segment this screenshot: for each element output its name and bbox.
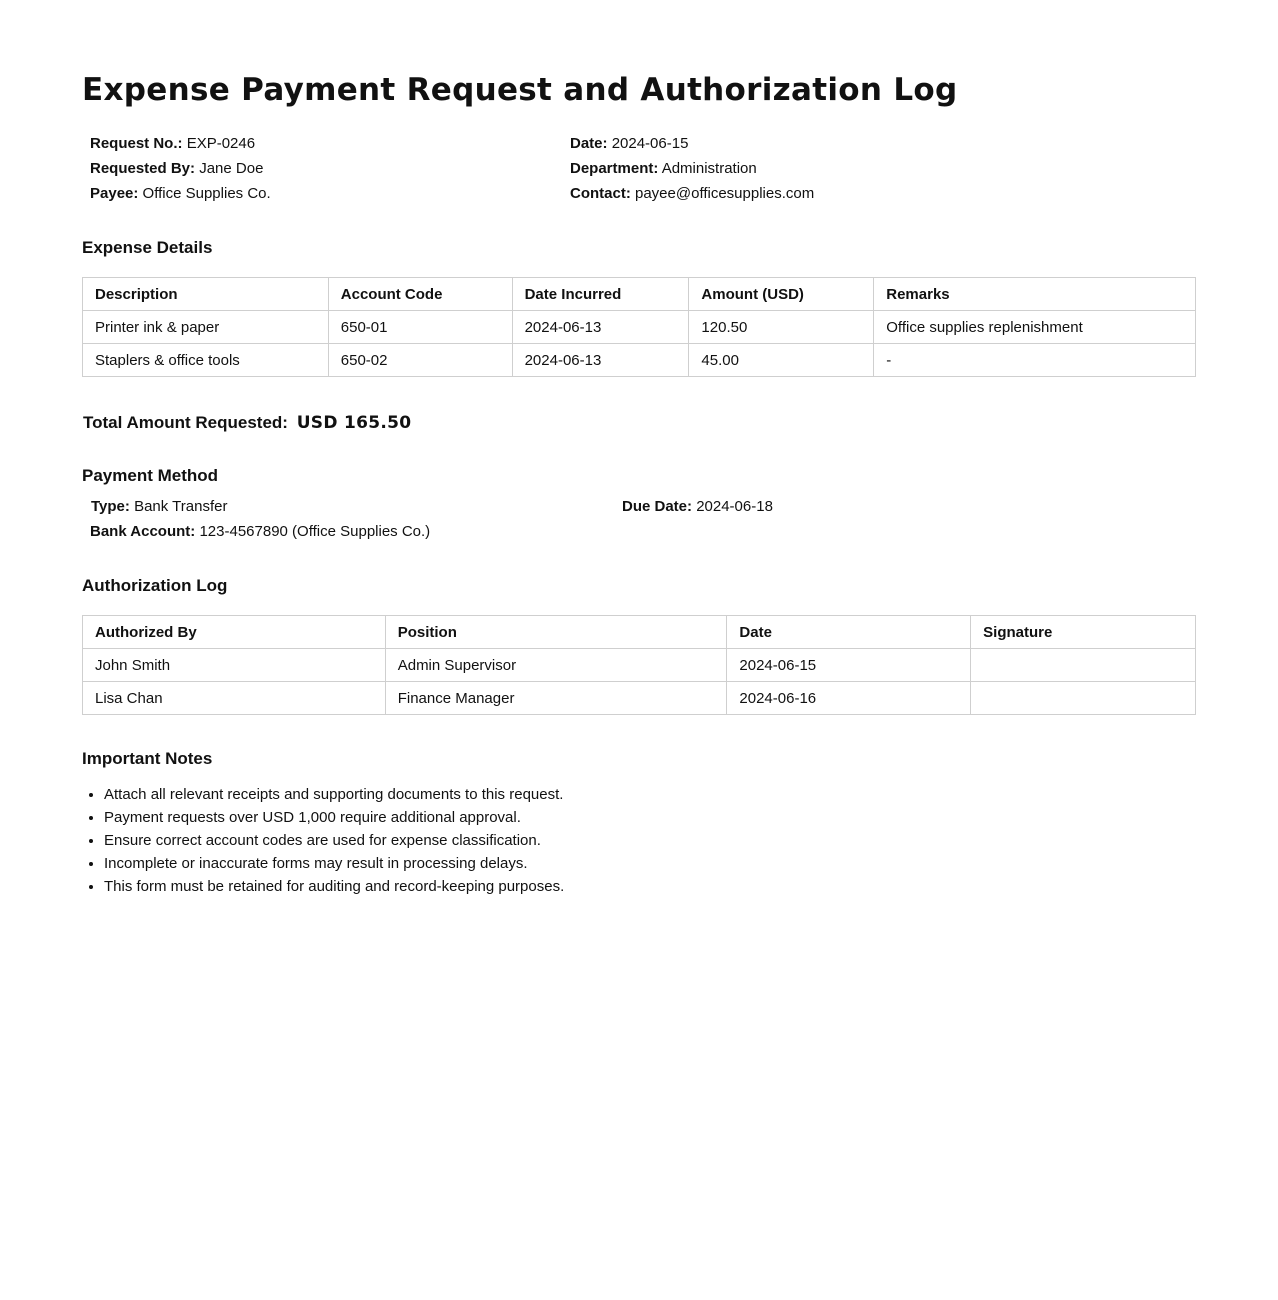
- notes-list: [82, 783, 564, 898]
- expense-table: [82, 277, 1196, 377]
- table-row: [83, 344, 1196, 377]
- due-date-field: [622, 498, 773, 515]
- payment-method-heading: Payment Method: [82, 466, 219, 485]
- auth-col-date: Date: [727, 616, 971, 649]
- auth-signature-cell: [971, 682, 1196, 715]
- table-row: [83, 682, 1196, 715]
- authorization-header-row: [83, 616, 1196, 649]
- auth-name-cell: John Smith: [83, 649, 386, 682]
- bank-account-field: [90, 523, 430, 540]
- table-row: [83, 311, 1196, 344]
- expense-date-cell: 2024-06-13: [512, 344, 689, 377]
- contact-field: [570, 185, 814, 202]
- list-item: • Incomplete or inaccurate forms may result in processing delays.: [104, 852, 564, 875]
- expense-col-date-incurred: Date Incurred: [512, 278, 689, 311]
- date-field: [570, 135, 688, 152]
- auth-date-cell: 2024-06-15: [727, 649, 971, 682]
- expense-col-amount: Amount (USD): [689, 278, 874, 311]
- auth-position-cell: Admin Supervisor: [385, 649, 727, 682]
- important-notes-heading: Important Notes: [82, 749, 213, 768]
- list-item: • This form must be retained for auditing and record-keeping purposes.: [104, 875, 564, 898]
- expense-account-code-cell: 650-01: [328, 311, 512, 344]
- expense-description-cell: Printer ink & paper: [83, 311, 329, 344]
- department-label: Department:: [570, 160, 659, 177]
- requested-by-field: [90, 160, 263, 177]
- bank-account-label: Bank Account:: [90, 523, 196, 540]
- requested-by-value: Jane Doe: [199, 160, 264, 177]
- expense-date-cell: 2024-06-13: [512, 311, 689, 344]
- expense-account-code-cell: 650-02: [328, 344, 512, 377]
- payment-type-value: Bank Transfer: [134, 498, 228, 515]
- department-field: [570, 160, 757, 177]
- payee-label: Payee:: [90, 185, 139, 202]
- request-no-label: Request No.:: [90, 135, 183, 152]
- auth-col-position: Position: [385, 616, 727, 649]
- bank-account-value: 123-4567890 (Office Supplies Co.): [199, 523, 431, 540]
- expense-details-heading: Expense Details: [82, 238, 213, 257]
- expense-amount-cell: 45.00: [689, 344, 874, 377]
- contact-value: payee@officesupplies.com: [635, 185, 815, 202]
- due-date-label: Due Date:: [622, 498, 693, 515]
- expense-col-description: Description: [83, 278, 329, 311]
- page-title: Expense Payment Request and Authorization Log: [82, 72, 958, 108]
- auth-name-cell: Lisa Chan: [83, 682, 386, 715]
- department-value: Administration: [661, 160, 757, 177]
- expense-remarks-cell: Office supplies replenishment: [874, 311, 1196, 344]
- expense-amount-cell: 120.50: [689, 311, 874, 344]
- expense-header-row: [83, 278, 1196, 311]
- due-date-value: 2024-06-18: [696, 498, 773, 515]
- payment-type-field: [91, 498, 227, 515]
- request-no-value: EXP-0246: [186, 135, 256, 152]
- auth-col-authorized-by: Authorized By: [83, 616, 386, 649]
- list-item: • Ensure correct account codes are used for expense classification.: [104, 829, 564, 852]
- total-amount-label: Total Amount Requested:: [83, 413, 288, 432]
- authorization-log-heading: Authorization Log: [82, 576, 228, 595]
- expense-col-account-code: Account Code: [328, 278, 512, 311]
- payee-field: [90, 185, 271, 202]
- expense-description-cell: Staplers & office tools: [83, 344, 329, 377]
- auth-position-cell: Finance Manager: [385, 682, 727, 715]
- date-label: Date:: [570, 135, 608, 152]
- total-amount-value: USD 165.50: [296, 413, 412, 433]
- auth-signature-cell: [971, 649, 1196, 682]
- contact-label: Contact:: [570, 185, 631, 202]
- request-no-field: [90, 135, 255, 152]
- list-item: • Payment requests over USD 1,000 require additional approval.: [104, 806, 564, 829]
- auth-date-cell: 2024-06-16: [727, 682, 971, 715]
- auth-col-signature: Signature: [971, 616, 1196, 649]
- expense-remarks-cell: -: [874, 344, 1196, 377]
- list-item: • Attach all relevant receipts and supporting documents to this request.: [104, 783, 564, 806]
- payment-type-label: Type:: [91, 498, 130, 515]
- date-value: 2024-06-15: [611, 135, 689, 152]
- requested-by-label: Requested By:: [90, 160, 196, 177]
- table-row: [83, 649, 1196, 682]
- payee-value: Office Supplies Co.: [142, 185, 271, 202]
- total-amount: [83, 413, 411, 433]
- authorization-table: [82, 615, 1196, 715]
- expense-col-remarks: Remarks: [874, 278, 1196, 311]
